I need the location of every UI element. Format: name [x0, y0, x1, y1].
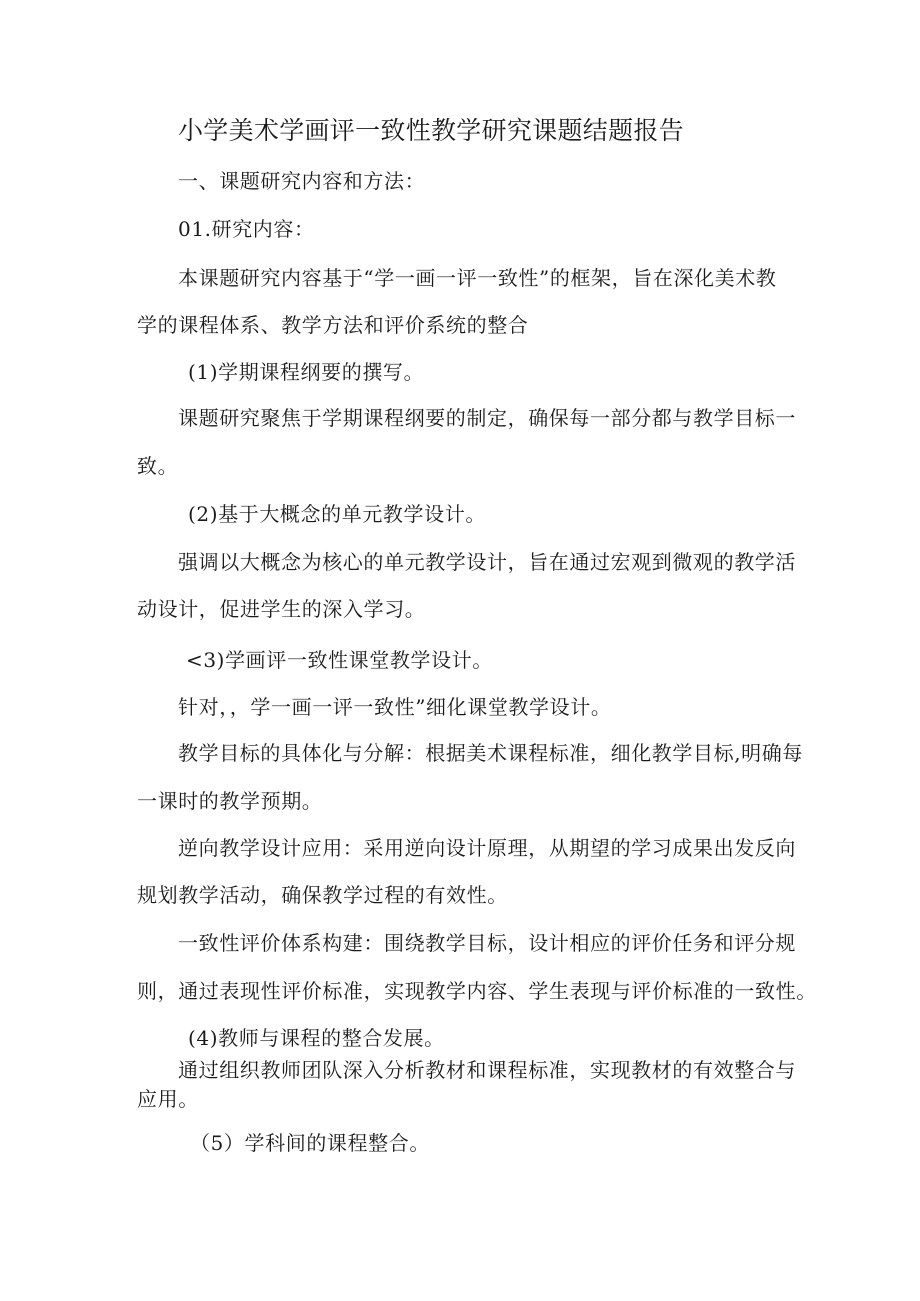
paragraph-line: 致。: [137, 454, 179, 478]
paragraph-line: 动设计，促进学生的深入学习。: [137, 597, 426, 621]
paragraph-line: 一致性评价体系构建：围绕教学目标，设计相应的评价任务和评分规: [178, 931, 796, 955]
paragraph-line: 课题研究聚焦于学期课程纲要的制定，确保每一部分都与教学目标一: [178, 406, 796, 430]
paragraph-line: 本课题研究内容基于“学一画一评一致性”的框架，旨在深化美术教: [178, 266, 777, 290]
paragraph-line: 学的课程体系、教学方法和评价系统的整合: [137, 313, 529, 337]
document-title: 小学美术学画评一致性教学研究课题结题报告: [178, 116, 685, 145]
paragraph-line: 则，通过表现性评价标准，实现教学内容、学生表现与评价标准的一致性。: [137, 979, 817, 1003]
subsection-heading: 01.研究内容：: [178, 217, 315, 241]
paragraph-line: 规划教学活动，确保教学过程的有效性。: [137, 883, 508, 907]
paragraph-line: 强调以大概念为核心的单元教学设计，旨在通过宏观到微观的教学活: [178, 550, 796, 574]
list-heading: (4)教师与课程的整合发展。: [188, 1026, 445, 1050]
list-heading: （5）学科间的课程整合。: [190, 1131, 430, 1155]
list-heading: (2)基于大概念的单元教学设计。: [188, 502, 486, 526]
paragraph-line: 一课时的教学预期。: [137, 789, 323, 813]
list-heading: (1)学期课程纲要的撰写。: [188, 360, 425, 384]
paragraph-line: 教学目标的具体化与分解：根据美术课程标准，细化教学目标,明确每: [178, 741, 803, 765]
section-heading: 一、课题研究内容和方法：: [178, 169, 426, 193]
paragraph-line: 应用。: [137, 1087, 199, 1111]
list-heading: <3)学画评一致性课堂教学设计。: [186, 648, 493, 672]
paragraph-line: 逆向教学设计应用：采用逆向设计原理，从期望的学习成果出发反向: [178, 836, 796, 860]
paragraph-line: 针对，，学一画一评一致性”细化课堂教学设计。: [178, 695, 612, 719]
paragraph-line: 通过组织教师团队深入分析教材和课程标准，实现教材的有效整合与: [178, 1058, 796, 1082]
